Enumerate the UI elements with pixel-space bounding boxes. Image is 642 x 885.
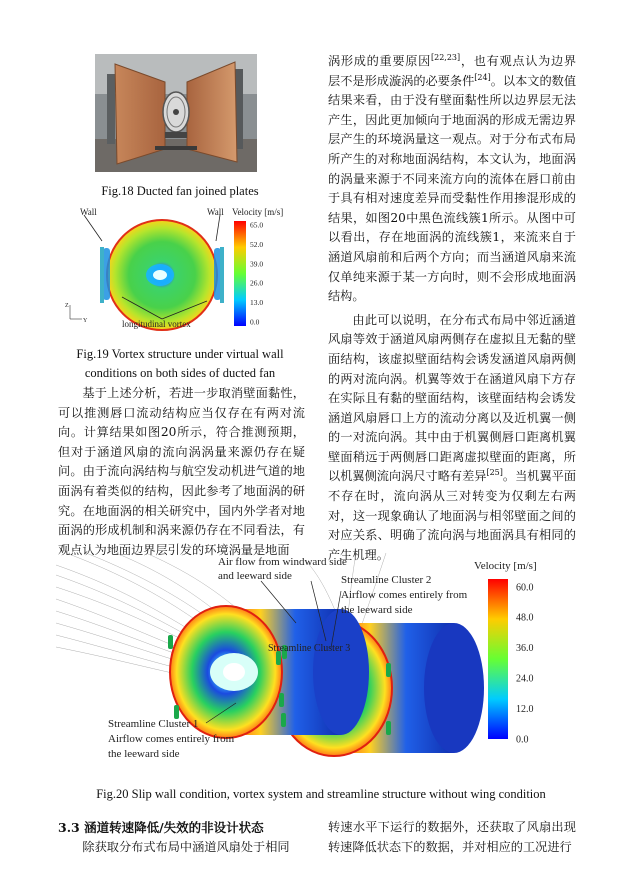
fig19-colorbar-tick-0: 65.0 (250, 220, 264, 230)
fig20-colorbar-tick-0: 60.0 (516, 582, 534, 594)
fig19-colorbar (234, 221, 246, 326)
citation-25: [25] (486, 468, 503, 478)
section-right-text: 转速水平下运行的数据外，还获取了风扇出现转速降低状态下的数据，并对相应的工况进行 (328, 820, 576, 854)
fig20-annot-top-a: Air flow from windward side (218, 556, 347, 568)
fig19-vortex-label: longitudinal vortex (122, 319, 191, 329)
fig20-annot-top-b: and leeward side (218, 570, 292, 582)
fig19-figure (62, 203, 302, 343)
fig19-wall-left-label: Wall (80, 207, 97, 217)
fig20-annot-cluster1-title: Streamline Cluster 1 (108, 718, 199, 730)
fig19-colorbar-tick-2: 39.0 (250, 259, 264, 269)
section-heading: 3.3 涵道转速降低/失效的非设计状态 (58, 820, 264, 835)
fig18-caption: Fig.18 Ducted fan joined plates (101, 184, 259, 198)
left-paragraph-1: 基于上述分析，若进一步取消壁面黏性，可以推测唇口流动结构应当仅存在有两对流向。计算结果如图20所示，符合推测预期，但对于涵道风扇的流向涡涡量来源仍存在疑问。由于流向涡结构与航空发动机进气道的地面涡有着类似的结构，因此参考了地面涡的研究。在地面涡的相关研究中，国内外学者对地面涡的形成机制和涡来源仍存在不同看法，有观点认为地面边界层引发的环境涡量是地面 (58, 386, 305, 557)
citation-24: [24] (474, 72, 491, 82)
fig20-annot-cluster3: Streamline Cluster 3 (268, 643, 351, 654)
fig19-colorbar-ticks (250, 221, 263, 327)
fig19-caption-line2: conditions on both sides of ducted fan (84, 366, 276, 380)
right-paragraph-1: 涡形成的重要原因[22,23]，也有观点认为边界层不是形成漩涡的必要条件[24]。以本文的数值结果来看，由于没有壁面黏性所以边界层无法产生，因此更加倾向于地面涡的形成无需边界层产生的环境涡量这一观点。对于分布式布局所产生的对称地面涡结构，本文认为，地面涡的涡量来源于不同来流方向的流体在唇口前由于具有相对速度差异而受黏性作用掺混形成的结果，如图20中黑色流线簇1所示。从图中可以看出，存在地面涡的流线簇1，来流来自于涵道风扇前和后两个方向；而当涵道风扇来流仅单纯来源于某一方向时，则不会形成地面涡结构。 (328, 52, 577, 304)
fig20-annot-cluster1-line2: the leeward side (108, 748, 180, 760)
fig19-caption-line1: Fig.19 Vortex structure under virtual wall (76, 347, 284, 361)
fig20-duct-front (170, 606, 369, 738)
fig19-caption (55, 345, 305, 383)
fig20-colorbar-tick-2: 36.0 (516, 643, 534, 655)
right-paragraph-2: 由此可以说明，在分布式布局中邻近涵道风扇等效于涵道风扇两侧存在虚拟且无黏的壁面结构，该虚拟壁面结构会诱发涵道风扇两侧的两对流向涡。机翼等效于在涵道风扇下方存在实际且有黏的壁面结构，该壁面结构会诱发涵道风扇唇口上方的流动分离以及近机翼一侧的一对流向涡。其中由于机翼侧唇口距离机翼壁面稍远于两侧唇口距离虚拟壁面的距离，所以机翼侧流向涡尺寸略有差异[25]。当机翼平面不存在时，流向涡从三对转变为仅剩左右两对，这一现象确认了地面涡与相邻壁面之间的对应关系、明确了流向涡与地面涡具有相同的产生机理。 (328, 312, 577, 562)
fig20-annot-cluster2-line2: the leeward side (341, 604, 413, 616)
fig19-colorbar-tick-1: 52.0 (250, 239, 264, 249)
fig20-colorbar (488, 579, 508, 739)
left-column-text (58, 384, 305, 560)
fig20-colorbar-title: Velocity [m/s] (474, 560, 537, 572)
fig20-annot-cluster2-line1: Airflow comes entirely from (341, 589, 468, 601)
fig19-colorbar-tick-3: 26.0 (250, 278, 264, 288)
fig20-figure (56, 553, 586, 778)
fig18-photo (95, 54, 257, 172)
fig19-colorbar-title: Velocity [m/s] (232, 207, 284, 217)
fig20-annot-cluster1-line1: Airflow comes entirely from (108, 733, 235, 745)
fig20-colorbar-tick-3: 24.0 (516, 673, 534, 685)
fig20-colorbar-tick-1: 48.0 (516, 612, 534, 624)
section-left-text: 除获取分布式布局中涵道风扇处于相同 (82, 840, 290, 854)
fig19-colorbar-tick-5: 0.0 (250, 317, 260, 327)
fig19-axis-z: Z (65, 303, 69, 309)
fig20-colorbar-ticks (516, 582, 534, 745)
fig19-colorbar-tick-4: 13.0 (250, 298, 264, 308)
fig19-axis-y: Y (83, 318, 88, 324)
fig19-wall-right-label: Wall (207, 207, 224, 217)
fig20-colorbar-tick-5: 0.0 (516, 734, 529, 746)
fig20-annot-cluster2-title: Streamline Cluster 2 (341, 574, 432, 586)
citation-22-23: [22,23] (431, 52, 461, 62)
right-column-text (328, 52, 576, 565)
fig20-colorbar-tick-4: 12.0 (516, 703, 534, 715)
fig20-caption: Fig.20 Slip wall condition, vortex system and streamline structure without wing condition (96, 787, 546, 801)
